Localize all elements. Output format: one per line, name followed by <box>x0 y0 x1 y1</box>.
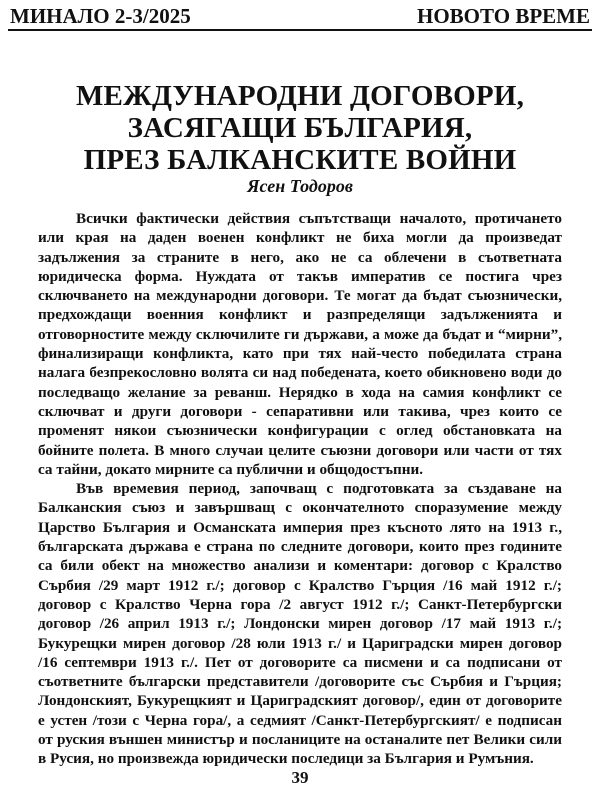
article-author: Ясен Тодоров <box>247 176 353 196</box>
treaty-list: договор с Кралство Сърбия /29 март 1912 г./; договор с Кралство Гърция /16 май 1912 г./; договор с Кралство Черна гора /2 август 1912 г./; Санкт-Петербургски договор /26 април 1913 г./; Лондонски мирен договор /17 май 1913 г./; Букурещки мирен договор /28 юли 1913 г./ и Цариградски мирен договор /16 септември 1913 г./. <box>38 557 563 671</box>
paragraph-2-intro: Във времевия период, започващ с подготовката за създаване на Балканския съюз и завършващ с окончателното споразумение между Царство България и Османската империя през късното лято на 1913 г., българската държава е страна по следните договори, които през годините са били обект на множество анализи и коментари: <box>38 480 562 575</box>
title-line-2: ЗАСЯГАЩИ БЪЛГАРИЯ, <box>127 112 473 144</box>
paragraph-2 <box>38 479 562 768</box>
title-line-1: МЕЖДУНАРОДНИ ДОГОВОРИ, <box>75 80 525 112</box>
page-number: 39 <box>291 768 309 787</box>
article-body <box>38 209 562 769</box>
paragraph-1: Всички фактически действия съпътстващи началото, протичането или края на даден военен конфликт не биха могли да произведат задължения за страните в него, ако не са облечени в съответната юридическа форма. Нуждата от такъв императив се постига чрез сключването на международни договори. Те могат да бъдат съюзнически, предхождащи военния конфликт и разпределящи задълженията и отговорностите между сключилите ги държави, а може да бъдат и “мирни”, финализиращи конфликта, като при тях най-често победилата страна налага безпрекословно волята си над победената, което обикновено води до последващо желание за реванш. Нерядко в хода на самия конфликт се сключват и други договори - сепаративни или такива, чрез които се променят някои съюзнически конфигурации с оглед обстановката на бойните полета. В много случаи целите съюзни договори или части от тях са тайни, докато мирните са публични и общодостъпни. <box>38 210 562 478</box>
section-title: НОВОТО ВРЕМЕ <box>417 4 590 28</box>
title-line-3: ПРЕЗ БАЛКАНСКИТЕ ВОЙНИ <box>83 144 517 176</box>
header-rule <box>8 29 592 31</box>
paragraph-2-end: Пет от договорите са писмени и са подписани от съответните български представители /договорите със Сърбия и Гърция; Лондонският, Букурещкият и Цариградският договор/, един от договорите е устен /този с Черна гора/, а седмият /Санкт-Петербургският/ е подписан от руския външен министър и посланиците на останалите пет Велики сили в Русия, но произвежда юридически последици за България и Румъния. <box>38 653 562 768</box>
article-title <box>40 80 560 176</box>
running-header <box>10 0 590 27</box>
journal-issue: МИНАЛО 2-3/2025 <box>10 4 191 28</box>
